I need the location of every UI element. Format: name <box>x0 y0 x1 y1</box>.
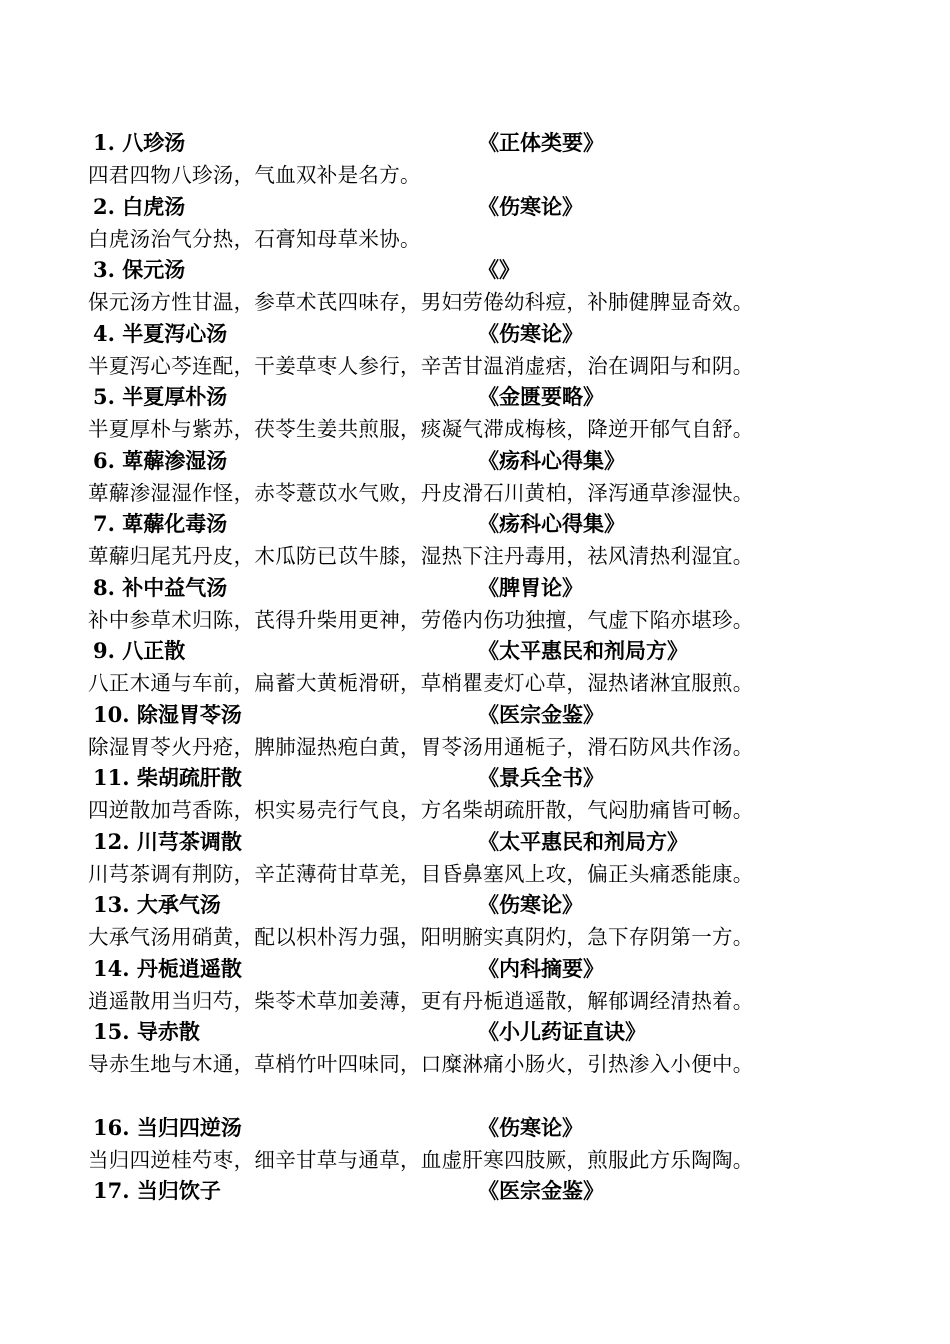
formula-title: 8. 补中益气汤 <box>93 575 228 600</box>
formula-entry <box>88 826 888 890</box>
formula-entry <box>88 635 888 699</box>
formula-title: 2. 白虎汤 <box>93 194 186 219</box>
formula-entry <box>88 1112 888 1176</box>
formula-source: 《小儿药证直诀》 <box>478 1019 646 1044</box>
formula-verse: 四君四物八珍汤，气血双补是名方。 <box>88 163 421 187</box>
formula-source: 《太平惠民和剂局方》 <box>478 829 688 854</box>
formula-entry <box>88 762 888 826</box>
formula-verse: 萆薢渗湿湿作怪，赤苓薏苡水气败，丹皮滑石川黄柏，泽泻通草渗湿快。 <box>88 481 754 505</box>
formula-source: 《伤寒论》 <box>478 1115 583 1140</box>
formula-verse: 四逆散加芎香陈，枳实易壳行气良，方名柴胡疏肝散，气闷肋痛皆可畅。 <box>88 798 754 822</box>
formula-verse: 保元汤方性甘温，参草术芪四味存，男妇劳倦幼科痘，补肺健脾显奇效。 <box>88 290 754 314</box>
formula-title: 14. 丹栀逍遥散 <box>93 956 242 981</box>
formula-source: 《》 <box>478 257 520 282</box>
formula-verse: 半夏泻心芩连配，干姜草枣人参行，辛苦甘温消虚痞，治在调阳与和阴。 <box>88 354 754 378</box>
formula-entry <box>88 508 888 572</box>
formula-title: 12. 川芎茶调散 <box>93 829 242 854</box>
formula-title: 6. 萆薢渗湿汤 <box>93 448 228 473</box>
formula-entry <box>88 127 888 191</box>
formula-verse: 除湿胃苓火丹疮，脾肺湿热疱白黄，胃苓汤用通栀子，滑石防风共作汤。 <box>88 735 754 759</box>
formula-source: 《伤寒论》 <box>478 194 583 219</box>
formula-source: 《正体类要》 <box>478 130 604 155</box>
formula-title: 17. 当归饮子 <box>93 1178 221 1203</box>
formula-entry <box>88 953 888 1017</box>
formula-verse: 白虎汤治气分热，石膏知母草米协。 <box>88 227 421 251</box>
formula-verse: 逍遥散用当归芍，柴苓术草加姜薄，更有丹栀逍遥散，解郁调经清热着。 <box>88 989 754 1013</box>
formula-entry <box>88 699 888 763</box>
formula-entry <box>88 1175 888 1207</box>
formula-verse: 萆薢归尾艽丹皮，木瓜防已苡牛膝，湿热下注丹毒用，祛风清热利湿宜。 <box>88 544 754 568</box>
formula-verse: 补中参草术归陈，芪得升柴用更神，劳倦内伤功独擅，气虚下陷亦堪珍。 <box>88 608 754 632</box>
formula-title: 1. 八珍汤 <box>93 130 186 155</box>
formula-title: 11. 柴胡疏肝散 <box>93 765 242 790</box>
formula-verse: 大承气汤用硝黄，配以枳朴泻力强，阳明腑实真阴灼，急下存阴第一方。 <box>88 925 754 949</box>
formula-source: 《伤寒论》 <box>478 321 583 346</box>
formula-title: 10. 除湿胃苓汤 <box>93 702 242 727</box>
formula-source: 《内科摘要》 <box>478 956 604 981</box>
formula-verse: 半夏厚朴与紫苏，茯苓生姜共煎服，痰凝气滞成梅核，降逆开郁气自舒。 <box>88 417 754 441</box>
formula-verse: 导赤生地与木通，草梢竹叶四味同，口糜淋痛小肠火，引热渗入小便中。 <box>88 1052 754 1076</box>
formula-source: 《金匮要略》 <box>478 384 604 409</box>
formula-title: 9. 八正散 <box>93 638 186 663</box>
formula-source: 《景兵全书》 <box>478 765 604 790</box>
formula-entry <box>88 254 888 318</box>
formula-title: 3. 保元汤 <box>93 257 186 282</box>
formula-entry <box>88 381 888 445</box>
formula-entry <box>88 318 888 382</box>
formula-entry <box>88 889 888 953</box>
formula-entry <box>88 1016 888 1080</box>
formula-title: 16. 当归四逆汤 <box>93 1115 242 1140</box>
formula-verse: 川芎茶调有荆防，辛芷薄荷甘草羌，目昏鼻塞风上攻，偏正头痛悉能康。 <box>88 862 754 886</box>
formula-title: 7. 萆薢化毒汤 <box>93 511 228 536</box>
formula-entry <box>88 445 888 509</box>
formula-title: 4. 半夏泻心汤 <box>93 321 228 346</box>
formula-entry <box>88 572 888 636</box>
formula-title: 13. 大承气汤 <box>93 892 221 917</box>
formula-title: 5. 半夏厚朴汤 <box>93 384 228 409</box>
formula-source: 《医宗金鉴》 <box>478 1178 604 1203</box>
formula-entry <box>88 191 888 255</box>
formula-verse: 八正木通与车前，扁蓄大黄栀滑研，草梢瞿麦灯心草，湿热诸淋宜服煎。 <box>88 671 754 695</box>
formula-source: 《太平惠民和剂局方》 <box>478 638 688 663</box>
formula-verse: 当归四逆桂芍枣，细辛甘草与通草，血虚肝寒四肢厥，煎服此方乐陶陶。 <box>88 1148 754 1172</box>
formula-source: 《疡科心得集》 <box>478 448 625 473</box>
formula-source: 《伤寒论》 <box>478 892 583 917</box>
formula-source: 《医宗金鉴》 <box>478 702 604 727</box>
formula-source: 《疡科心得集》 <box>478 511 625 536</box>
formula-source: 《脾胃论》 <box>478 575 583 600</box>
formula-title: 15. 导赤散 <box>93 1019 200 1044</box>
